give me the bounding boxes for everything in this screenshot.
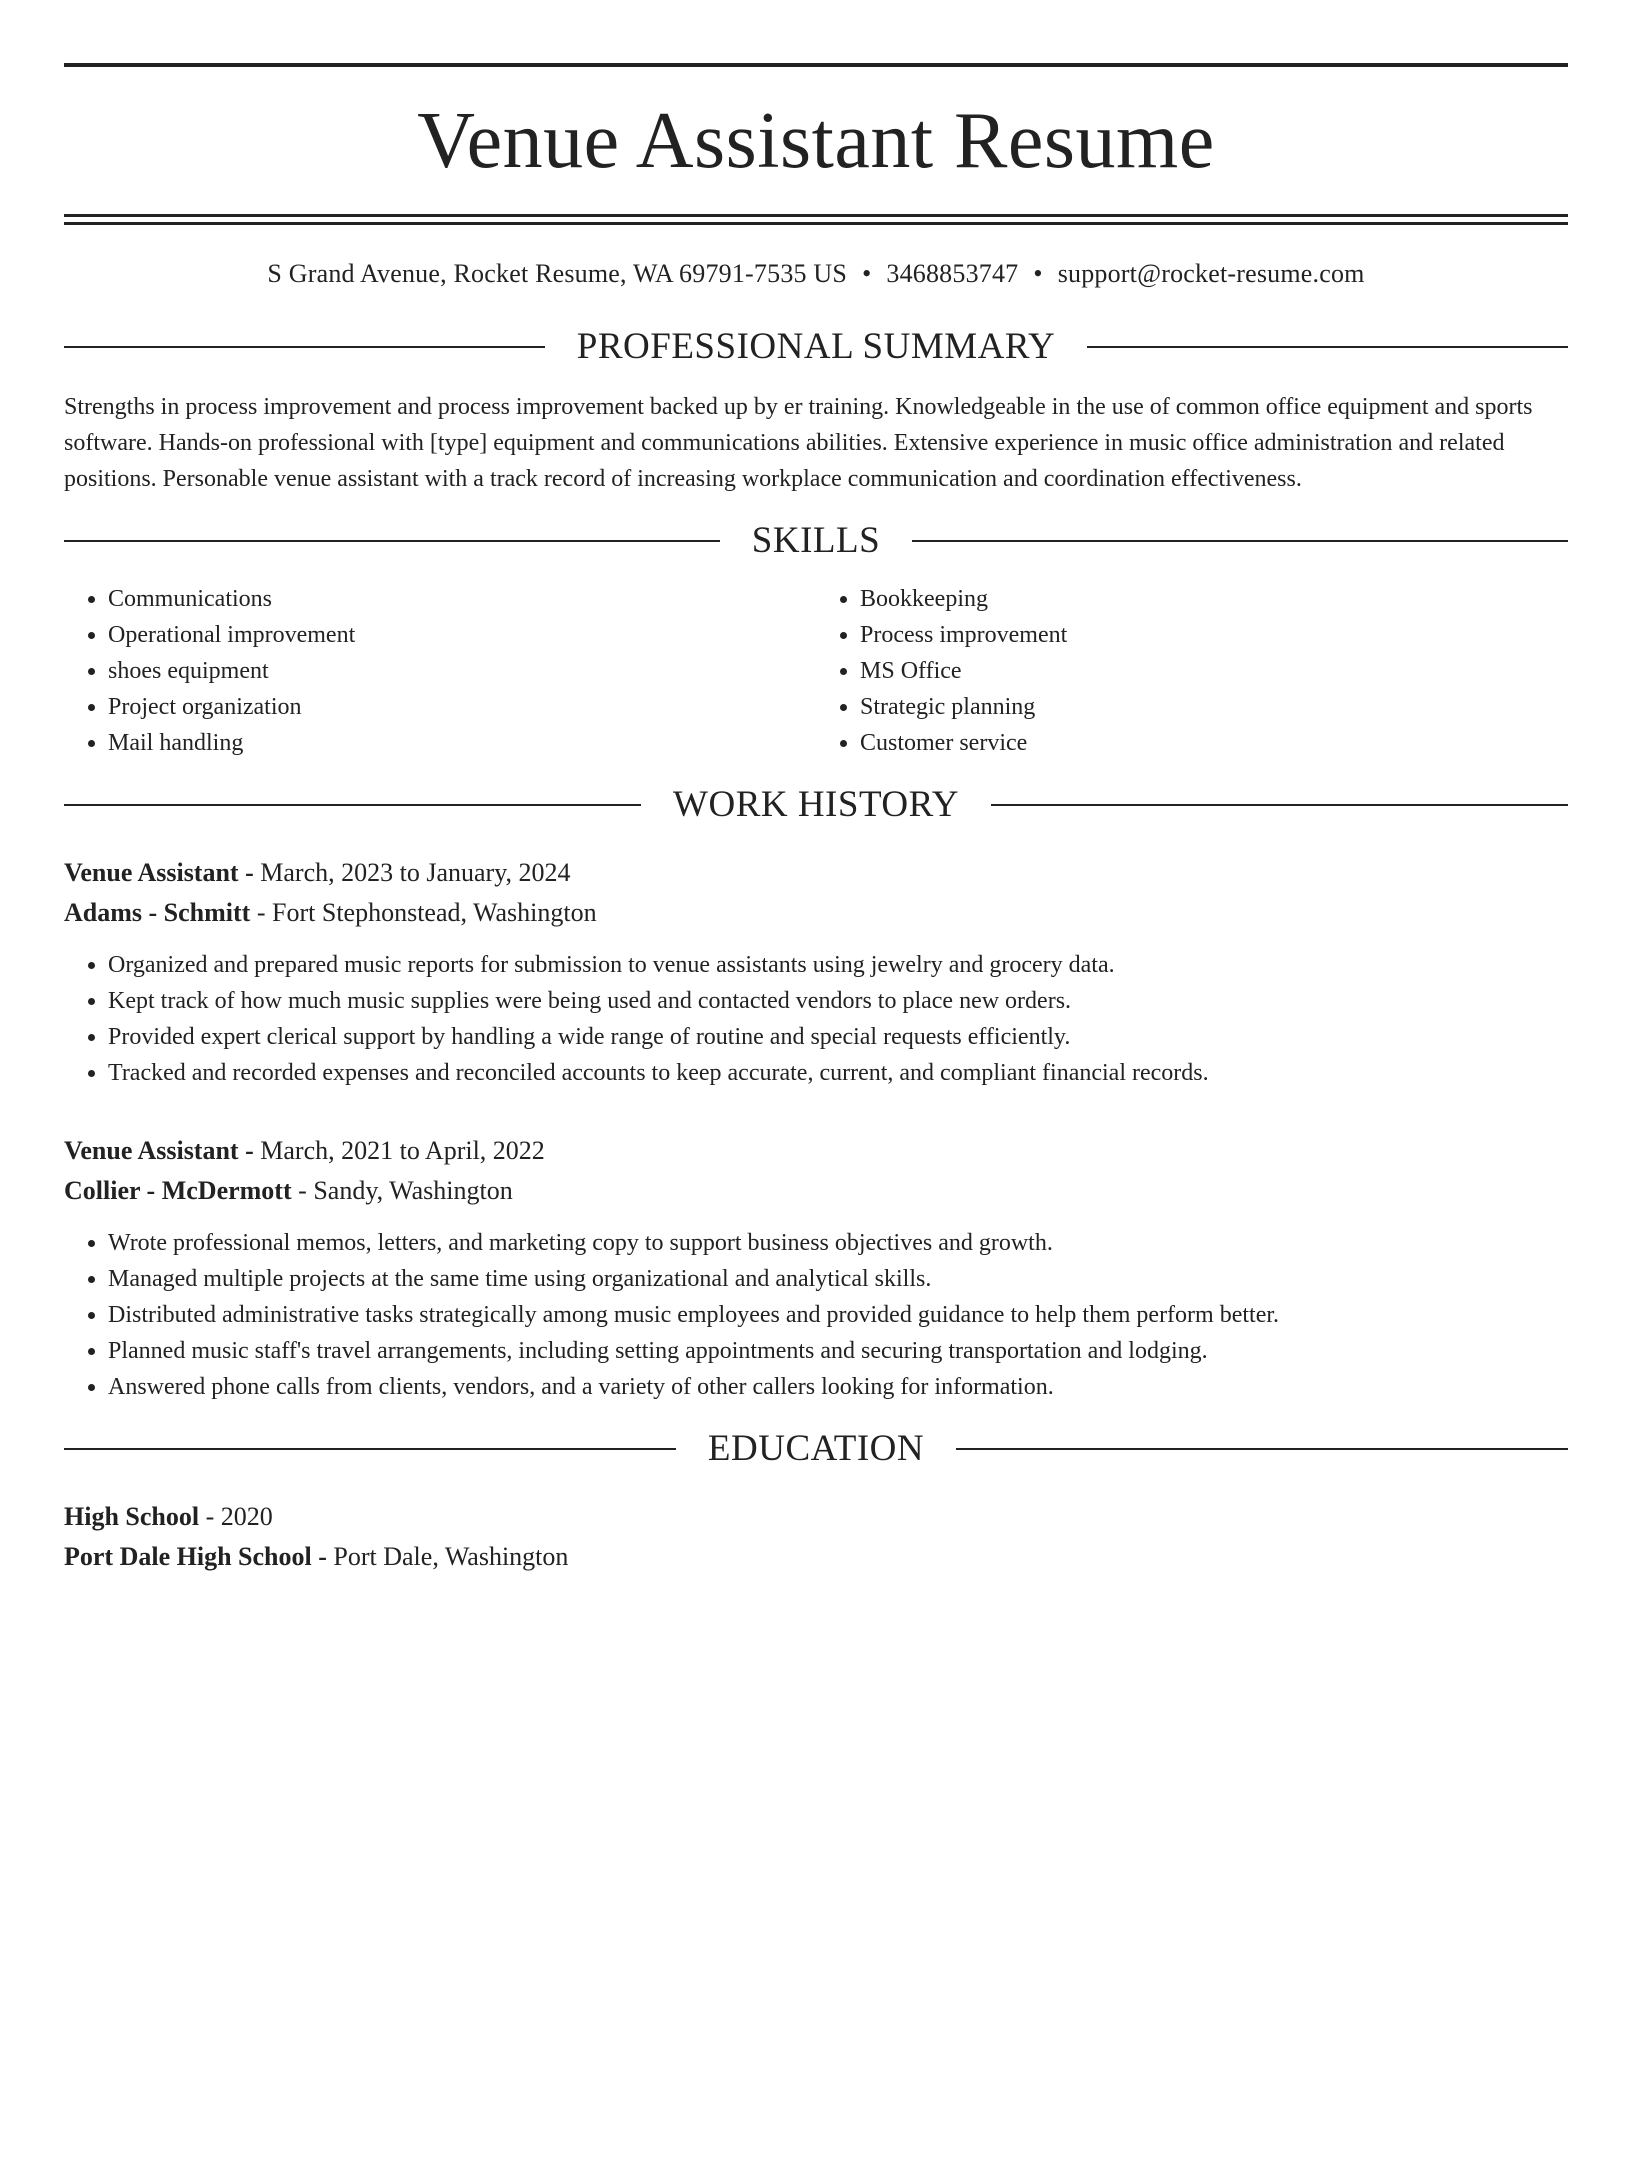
section-title-skills: SKILLS <box>751 520 881 561</box>
job-entry <box>64 853 1568 1091</box>
contact-separator: • <box>1033 259 1043 288</box>
skill-item: • Process improvement <box>860 617 1568 653</box>
job-bullet: • Planned music staff's travel arrangements, including setting appointments and securing transportation and lodging. <box>108 1333 1568 1369</box>
job-bullet: • Organized and prepared music reports for submission to venue assistants using jewelry and grocery data. <box>108 947 1568 983</box>
contact-phone: 3468853747 <box>886 259 1019 288</box>
section-title-education: EDUCATION <box>707 1428 925 1469</box>
job-title-line: Venue Assistant - March, 2023 to January, 2024 <box>64 858 571 887</box>
section-rule-left <box>64 1448 676 1450</box>
section-rule-right <box>912 540 1568 542</box>
job-bullet: • Tracked and recorded expenses and reconciled accounts to keep accurate, current, and compliant financial records. <box>108 1055 1568 1091</box>
job-bullet: • Answered phone calls from clients, vendors, and a variety of other callers looking for information. <box>108 1369 1568 1405</box>
job-dates: March, 2023 to January, 2024 <box>260 858 571 887</box>
education-school: Port Dale High School <box>64 1542 312 1571</box>
summary-text: Strengths in process improvement and process improvement backed up by er training. Knowledgeable in the use of common office equipment and sports software. Hands-on professional with [type] equipment and communications abilities. Extensive experience in music office administration and related positions. Personable venue assistant with a track record of increasing workplace communication and coordination effectiveness. <box>64 394 1533 492</box>
job-bullet: • Managed multiple projects at the same time using organizational and analytical skills. <box>108 1261 1568 1297</box>
skill-item: • Project organization <box>108 689 816 725</box>
skills-column-left <box>64 581 816 761</box>
skill-item: • shoes equipment <box>108 653 816 689</box>
resume-title: Venue Assistant Resume <box>417 97 1215 185</box>
skill-item: • Mail handling <box>108 725 816 761</box>
section-header-skills <box>64 519 1568 563</box>
skill-item: • Communications <box>108 581 816 617</box>
job-bullet: • Distributed administrative tasks strategically among music employees and provided guidance to help them perform better. <box>108 1297 1568 1333</box>
education-location: Port Dale, Washington <box>333 1542 569 1571</box>
contact-separator: • <box>862 259 872 288</box>
skill-item: • Customer service <box>860 725 1568 761</box>
job-company: Collier - McDermott <box>64 1176 292 1205</box>
section-rule-left <box>64 804 641 806</box>
job-location: Sandy, Washington <box>313 1176 513 1205</box>
resume-page <box>0 63 1632 2175</box>
job-company: Adams - Schmitt <box>64 898 251 927</box>
job-title-line: Venue Assistant - March, 2021 to April, 2022 <box>64 1136 545 1165</box>
job-bullets <box>64 947 1568 1091</box>
contact-email: support@rocket-resume.com <box>1057 259 1365 288</box>
education-degree: High School <box>64 1502 200 1531</box>
skills-column-right <box>816 581 1568 761</box>
skill-item: • MS Office <box>860 653 1568 689</box>
section-header-education <box>64 1427 1568 1471</box>
section-rule-left <box>64 540 720 542</box>
education-school-line: Port Dale High School - Port Dale, Washington <box>64 1542 569 1571</box>
skill-item: • Strategic planning <box>860 689 1568 725</box>
contact-address: S Grand Avenue, Rocket Resume, WA 69791-7535 US <box>267 259 848 288</box>
education-entry <box>64 1497 1568 1577</box>
education-year: 2020 <box>220 1502 273 1531</box>
skills-list <box>64 581 1568 761</box>
job-entry <box>64 1131 1568 1405</box>
skill-item: • Operational improvement <box>108 617 816 653</box>
section-title-summary: PROFESSIONAL SUMMARY <box>576 326 1056 367</box>
job-company-line: Collier - McDermott - Sandy, Washington <box>64 1176 513 1205</box>
skill-item: • Bookkeeping <box>860 581 1568 617</box>
section-rule-right <box>956 1448 1568 1450</box>
job-title: Venue Assistant <box>64 1136 239 1165</box>
section-rule-left <box>64 346 545 348</box>
job-title: Venue Assistant <box>64 858 239 887</box>
job-bullet: • Wrote professional memos, letters, and marketing copy to support business objectives and growth. <box>108 1225 1568 1261</box>
section-rule-right <box>1087 346 1568 348</box>
job-bullet: • Provided expert clerical support by handling a wide range of routine and special requests efficiently. <box>108 1019 1568 1055</box>
education-degree-line: High School - 2020 <box>64 1502 273 1531</box>
job-location: Fort Stephonstead, Washington <box>272 898 597 927</box>
section-title-work: WORK HISTORY <box>673 784 959 825</box>
top-rule <box>64 63 1568 67</box>
job-company-line: Adams - Schmitt - Fort Stephonstead, Washington <box>64 898 597 927</box>
section-header-summary <box>64 325 1568 369</box>
job-bullet: • Kept track of how much music supplies were being used and contacted vendors to place new orders. <box>108 983 1568 1019</box>
title-double-rule <box>64 214 1568 225</box>
job-dates: March, 2021 to April, 2022 <box>260 1136 545 1165</box>
section-header-work <box>64 783 1568 827</box>
section-rule-right <box>991 804 1568 806</box>
job-bullets <box>64 1225 1568 1405</box>
contact-line <box>64 257 1568 291</box>
